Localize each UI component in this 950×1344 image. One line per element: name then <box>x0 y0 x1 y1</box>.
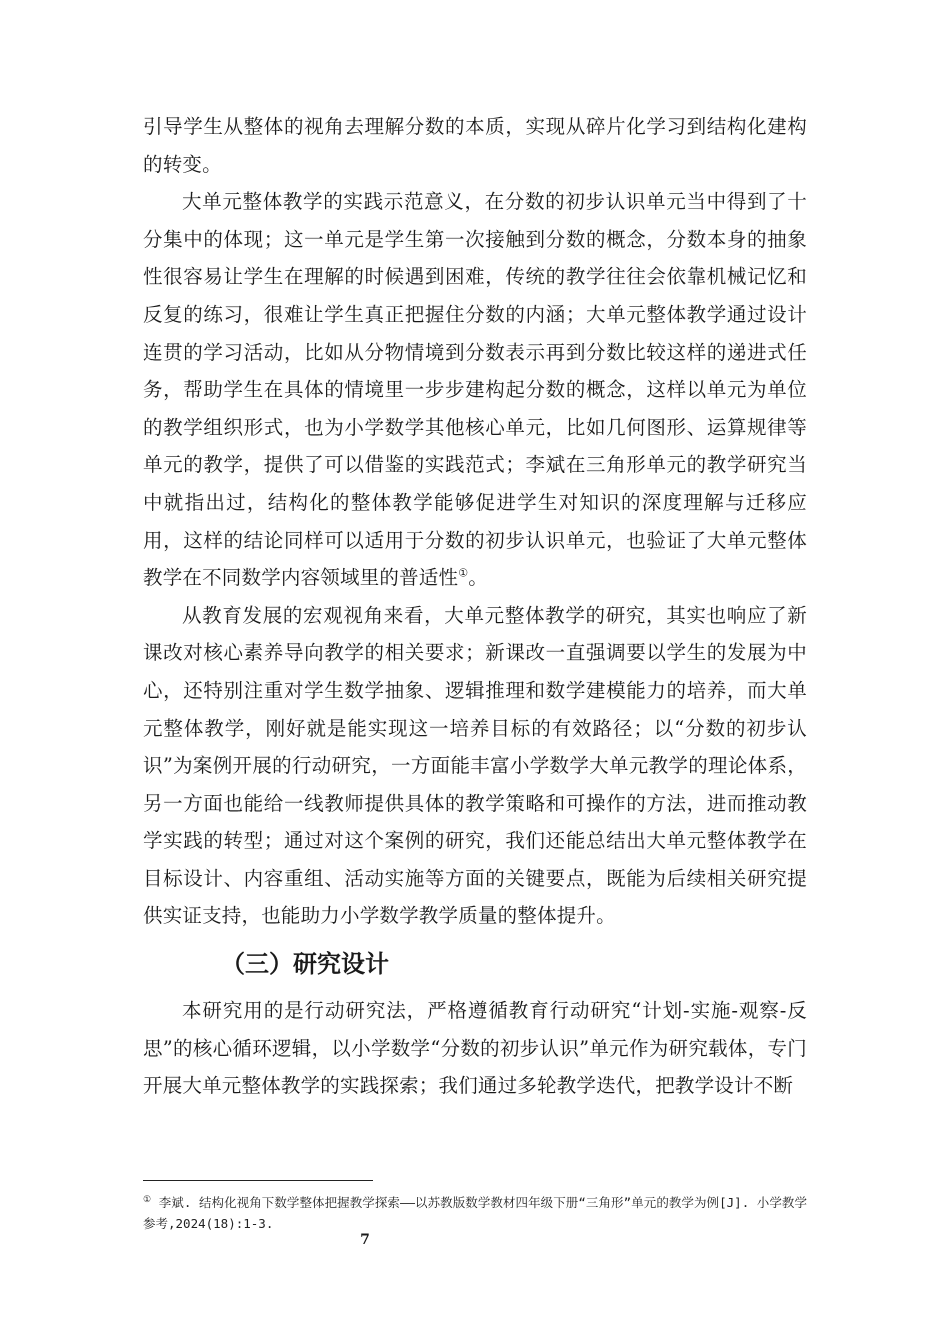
footnote <box>143 1192 807 1234</box>
footnote-ref[interactable]: ① <box>458 566 469 580</box>
section-heading: （三）研究设计 <box>221 950 389 979</box>
footnote-marker: ① <box>143 1194 152 1205</box>
paragraph-continued: 引导学生从整体的视角去理解分数的本质，实现从碎片化学习到结构化建构的转变。 <box>143 115 807 176</box>
paragraph-practice-significance: 大单元整体教学的实践示范意义，在分数的初步认识单元当中得到了十分集中的体现；这一单元是学生第一次接触到分数的概念，分数本身的抽象性很容易让学生在理解的时候遇到困难，传统的教学往往会依靠机械记忆和反复的练习，很难让学生真正把握住分数的内涵；大单元整体教学通过设计连贯的学习活动，比如从分物情境到分数表示再到分数比较这样的递进式任务，帮助学生在具体的情境里一步步建构起分数的概念，这样以单元为单位的教学组织形式，也为小学数学其他核心单元，比如几何图形、运算规律等单元的教学，提供了可以借鉴的实践范式；李斌在三角形单元的教学研究当中就指出过，结构化的整体教学能够促进学生对知识的深度理解与迁移应用，这样的结论同样可以适用于分数的初步认识单元，也验证了大单元整体教学在不同数学内容领域里的普适性①。 <box>143 190 807 590</box>
paragraph-research-design: 本研究用的是行动研究法，严格遵循教育行动研究“计划-实施-观察-反思”的核心循环逻辑，以小学数学“分数的初步认识”单元作为研究载体，专门开展大单元整体教学的实践探索；我们通过多轮教学迭代，把教学设计不断 <box>143 999 807 1098</box>
footnote-divider <box>143 1180 373 1181</box>
body-text <box>143 108 807 1105</box>
page-number: 7 <box>360 1232 370 1248</box>
paragraph-macro-perspective: 从教育发展的宏观视角来看，大单元整体教学的研究，其实也响应了新课改对核心素养导向教学的相关要求；新课改一直强调要以学生的发展为中心，还特别注重对学生数学抽象、逻辑推理和数学建模能力的培养，而大单元整体教学，刚好就是能实现这一培养目标的有效路径；以“分数的初步认识”为案例开展的行动研究，一方面能丰富小学数学大单元教学的理论体系，另一方面也能给一线教师提供具体的教学策略和可操作的方法，进而推动教学实践的转型；通过对这个案例的研究，我们还能总结出大单元整体教学在目标设计、内容重组、活动实施等方面的关键要点，既能为后续相关研究提供实证支持，也能助力小学数学教学质量的整体提升。 <box>143 603 807 928</box>
footnote-text: 李斌. 结构化视角下数学整体把握教学探索——以苏教版数学教材四年级下册“三角形”单元的教学为例[J]. 小学教学参考,2024(18):1-3. <box>143 1195 807 1231</box>
paragraph-text: 大单元整体教学的实践示范意义，在分数的初步认识单元当中得到了十分集中的体现；这一单元是学生第一次接触到分数的概念，分数本身的抽象性很容易让学生在理解的时候遇到困难，传统的教学往往会依靠机械记忆和反复的练习，很难让学生真正把握住分数的内涵；大单元整体教学通过设计连贯的学习活动，比如从分物情境到分数表示再到分数比较这样的递进式任务，帮助学生在具体的情境里一步步建构起分数的概念，这样以单元为单位的教学组织形式，也为小学数学其他核心单元，比如几何图形、运算规律等单元的教学，提供了可以借鉴的实践范式；李斌在三角形单元的教学研究当中就指出过，结构化的整体教学能够促进学生对知识的深度理解与迁移应用，这样的结论同样可以适用于分数的初步认识单元，也验证了大单元整体教学在不同数学内容领域里的普适性 <box>143 190 807 590</box>
